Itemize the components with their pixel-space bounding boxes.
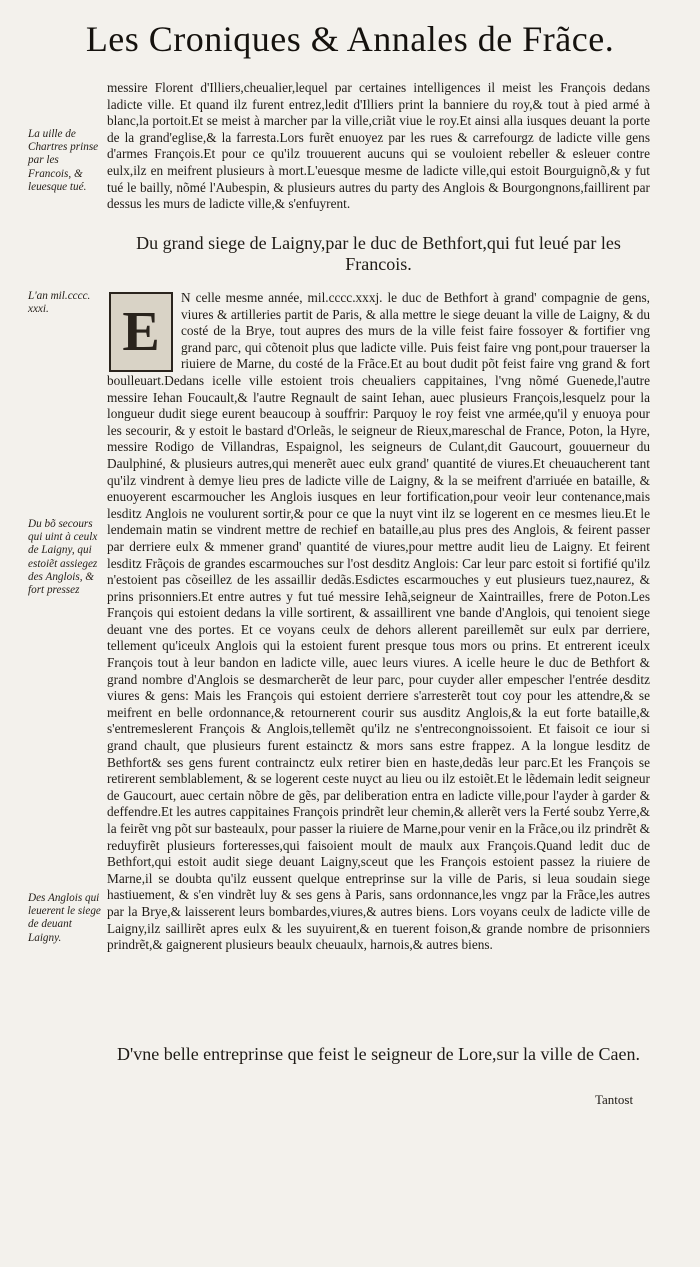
paragraph-laigny-text: N celle mesme année, mil.cccc.xxxj. le duc de Bethfort à grand' compagnie de gens, viures & artilleries partit de Paris, & alla mettre le siege deuant la ville de Laigny, & du costé de la Brye, tout aupres des murs de la ville feist faire fossoyer & fortifier vng grand parc, qui cõtenoit plus que ladicte ville. Puis feist faire vng pont,pour trauerser la riuiere de Marne, du costé de la Frãce.Et au bout dudit põt feist faire vng grand & fort boulleuart.Dedans icelle ville estoient trois cheualiers cappitaines, l'vng nõmé Guenede,l'autre messire Iehan Foucault,& l'autre Regnault de saint Iehan, auec plusieurs François,lesquelz pour la longueur dudit siege eurent beaucoup à souffrir: Parquoy le roy feist vne armée,qu'il y enuoya pour les secourir, & y estoit le bastard d'Orleãs, le seigneur de Rieux,mareschal de France, Poton, la Hyre, messire Rodigo de Villandras, Espaignol, les seigneurs de Culant,dit Gaucourt, gouuerneur du Daulphiné, & plusieurs autres,qui menerẽt auec eulx grand' quantité de viures.Et cheuaucherent tant qu'ilz vindrent à demye lieu pres de ladicte ville de Laigny, & la se meifrent d'arriuée en bataille, & enuoyerent escarmoucher les Anglois iusques en leur fortification,pour veoir leur contenance,mais lesditz Anglois ne voulurent sortir,& pour ce que la nuyt vint ilz se logerent en ce mesmes lieu.Et le lendemain matin se vindrent mettre de rechief en bataille,au plus pres des Anglois, & feirent passer par derriere eulx & mmener grand' quantité de viures,pour mettre audit lieu de Laigny. Et feirent lesditz Frãçois de grandes escarmouches sur l'ost desditz Anglois: Car leur parc estoit si fortifié qu'ilz n'estoient pas cõseillez de les assaillir dedãs.Esdictes escarmouches y eut plusieurs tuez,naurez, & prins prisonniers.Et entre autres y fut tué messire Iehã,seigneur de Xaintrailles, frere de Poton.Les François qui estoient dedans la ville sortirent, & assaillirent vne bande d'Anglois, qui tenoient siege deuant vne des portes. Et ce voyans ceulx de dehors allerent pareillemẽt sur eulx par derriere, tellement qu'iceulx Anglois qui la estoient furent presque tous mors ou prins. Et entrerent iceulx François tout à leur bandon en ladicte ville, auec leurs viures. A icelle heure le duc de Bethfort & grand nombre d'Anglois se desmarcherẽt de leur parc, pour cuyder aller empescher l'entrée desditz viures & gens: Mais les François qui estoient derriere s'arresterẽt tout coy pour les attendre,& se meifrent en belle ordonnance,& retournerent courir sus ausditz Anglois,& la eut forte bataille,& s'entremeslerent François & Anglois,tellemẽt qu'ilz ne s'entrecongnoissoient. Et faisoit ce iour si grand chault, que plusieurs furent estainctz & mors sans estre frappez. A la longue lesditz de Bethfort& ses gens furent contrainctz eulx retirer bien en haste,dedãs leur parc.Et les François se retirerent semblablement, & se logerent ceste nuyct au lieu ou ilz estoiẽt.Et le lẽdemain ledit seigneur de Gaucourt, auec certain nõbre de gẽs, par deliberation entra en ladicte ville,pour l'ayder à garder & deffendre.Et les autres cappitaines François prindrẽt leur chemin,& allerẽt vers la Ferté soubz Yerre,& la feirẽt vng põt sur basteaulx, pour passer la riuiere de Marne,pour venir en la Frãce,ou ilz prindrẽt & reduyfirẽt plusieurs forteresses,qui faisoient moult de maulx aux François.Quand ledit duc de Bethfort,qui estoit audit siege deuant Laigny,sceut que les François estoient passez la riuiere de Marne,il se doubta qu'ilz eussent quelque entreprinse sur la ville de Paris, si leua soudain siege hastiuement, & s'en vindrẽt luy & ses gens à Paris, sans ordonnance,les vngz par la Frãce,les autres par la Brye,& laisserent leurs bombardes,viures,& autres biens. Lors voyans ceulx de ladicte ville de Laigny,ilz saillirẽt apres eulx & les suyuirent,& en tuerent foison,& grande nombre de prisonniers prindrẽt,& gaignerent plusieurs beaulx cheuaulx, harnois,& autres biens. — [107, 290, 650, 953]
margin-note-anglois: Des Anglois qui leuerent le siege de deuant Laigny. — [28, 892, 101, 944]
paragraph-laigny — [107, 290, 650, 954]
page-title: Les Croniques & Annales de Frãce. — [85, 19, 615, 59]
margin-note-secours: Du bõ secours qui uint à ceulx de Laigny, qui estoiẽt assiegez des Anglois, & fort pressez — [28, 518, 98, 597]
paragraph-chartres: messire Florent d'Illiers,cheualier,lequel par certaines intelligences il meist les François dedans ladicte ville. Et quand ilz furent entrez,ledit d'Illiers print la banniere du roy,& tout à pied armé à blanc,la portoit.Et se meist à marcher par la ville,criãt viue le roy.Et ainsi alla iusques deuant la porte de la grand'eglise,& la farresta.Lors furẽt enuoyez par les rues & carrefourgz de ladicte ville gens d'armes François.Et pour ce qu'ilz trouuerent aucuns qui se vouloient rebeller & esleuer contre eulx,ilz en meifrent plusieurs à mort.L'euesque mesme de ladicte ville,qui estoit Bourguignõ,& y fut tué le bailly, nõmé l'Aubespin, & plusieurs autres du party des Anglois & Bourgongnons,faillirent par dessus les murs de ladicte ville,& s'enfuyrent. — [107, 80, 650, 212]
margin-note-year: L'an mil.cccc. xxxi. — [28, 290, 91, 316]
section-heading-caen: D'vne belle entreprinse que feist le seigneur de Lore,sur la ville de Caen. — [116, 1044, 641, 1064]
catchword: Tantost — [595, 1092, 634, 1107]
section-heading-laigny: Du grand siege de Laigny,par le duc de Bethfort,qui fut leué par les Francois. — [136, 233, 621, 274]
decorated-initial: E — [109, 292, 173, 372]
margin-note-chartres: La uille de Chartres prinse par les Francois, & leuesque tué. — [28, 128, 99, 193]
